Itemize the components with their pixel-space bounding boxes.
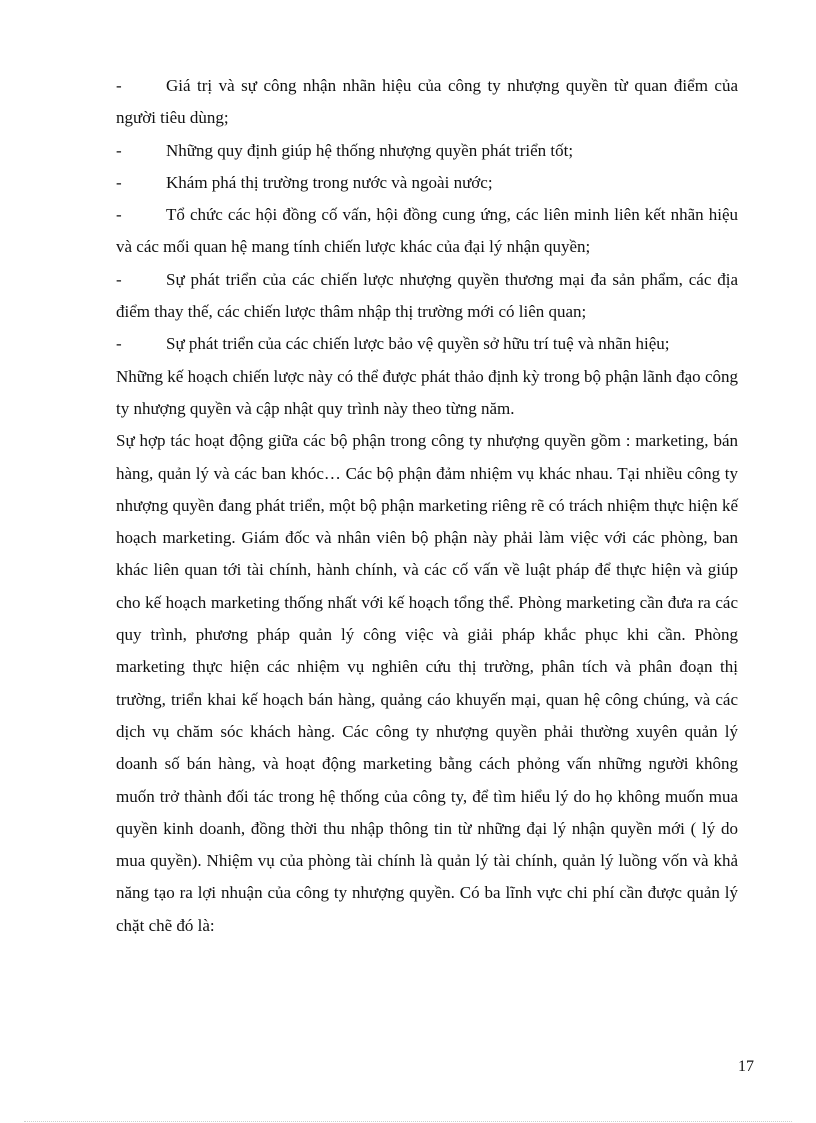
bullet-item-strategy-development — [116, 264, 738, 329]
bullet-item-value-recognition — [116, 70, 738, 135]
bullet-text: Sự phát triển của các chiến lược bảo vệ quyền sở hữu trí tuệ và nhãn hiệu; — [166, 334, 670, 354]
bullet-dash: - — [116, 76, 122, 95]
body-text — [116, 70, 738, 942]
bullet-dash: - — [116, 172, 122, 192]
bullet-item-councils — [116, 199, 738, 264]
bullet-dash: - — [116, 269, 122, 289]
bullet-item-market-discovery — [116, 167, 738, 199]
bullet-text: Khám phá thị trường trong nước và ngoài nước; — [166, 172, 493, 192]
paragraph-strategic-plans: Những kế hoạch chiến lược này có thể được phát thảo định kỳ trong bộ phận lãnh đạo công ty nhượng quyền và cập nhật quy trình này theo từng năm. — [116, 366, 738, 418]
bullet-text: Sự phát triển của các chiến lược nhượng quyền thương mại đa sản phẩm, các địa điểm thay thế, các chiến lược thâm nhập thị trường mới có liên quan; — [116, 269, 738, 322]
page-number: 17 — [738, 1058, 754, 1075]
bullet-item-regulations — [116, 135, 738, 167]
paragraph-department-cooperation: Sự hợp tác hoạt động giữa các bộ phận trong công ty nhượng quyền gồm : marketing, bán hàng, quản lý và các ban khóc… Các bộ phận đảm nhiệm vụ khác nhau. Tại nhiều công ty nhượng quyền đang phát triển, một bộ phận marketing riêng rẽ có trách nhiệm thực hiện kế hoạch marketing. Giám đốc và nhân viên bộ phận này phải làm việc với các phòng, ban khác liên quan tới tài chính, hành chính, và các cố vấn về luật pháp để thực hiện và giúp cho kế hoạch marketing thống nhất với kế hoạch tổng thể. Phòng marketing cần đưa ra các quy trình, phương pháp quản lý công việc và giải pháp khắc phục khi cần. Phòng marketing thực hiện các nhiệm vụ nghiên cứu thị trường, phân tích và phân đoạn thị trường, triển khai kế hoạch bán hàng, quảng cáo khuyến mại, quan hệ công chúng, và các dịch vụ chăm sóc khách hàng. Các công ty nhượng quyền phải thường xuyên quản lý doanh số bán hàng, và hoạt động marketing bằng cách phỏng vấn những người không muốn trở thành đối tác trong hệ thống của công ty, để tìm hiểu lý do họ không muốn mua quyền kinh doanh, đồng thời thu nhập thông tin từ những đại lý nhận quyền mới ( lý do mua quyền). Nhiệm vụ của phòng tài chính là quản lý tài chính, quản lý luồng vốn và khả năng tạo ra lợi nhuận của công ty nhượng quyền. Có ba lĩnh vực chi phí cần được quản lý chặt chẽ đó là: — [116, 431, 738, 935]
bullet-dash: - — [116, 334, 122, 354]
bullet-item-ip-protection — [116, 328, 738, 360]
page-bottom-divider — [24, 1121, 792, 1122]
bullet-text: Những quy định giúp hệ thống nhượng quyền phát triển tốt; — [166, 140, 574, 160]
bullet-dash: - — [116, 140, 122, 160]
bullet-dash: - — [116, 205, 122, 225]
bullet-text: Giá trị và sự công nhận nhãn hiệu của công ty nhượng quyền từ quan điểm của người tiêu dùng; — [116, 76, 738, 128]
bullet-text: Tổ chức các hội đồng cố vấn, hội đồng cung ứng, các liên minh liên kết nhãn hiệu và các mối quan hệ mang tính chiến lược khác của đại lý nhận quyền; — [116, 205, 738, 257]
